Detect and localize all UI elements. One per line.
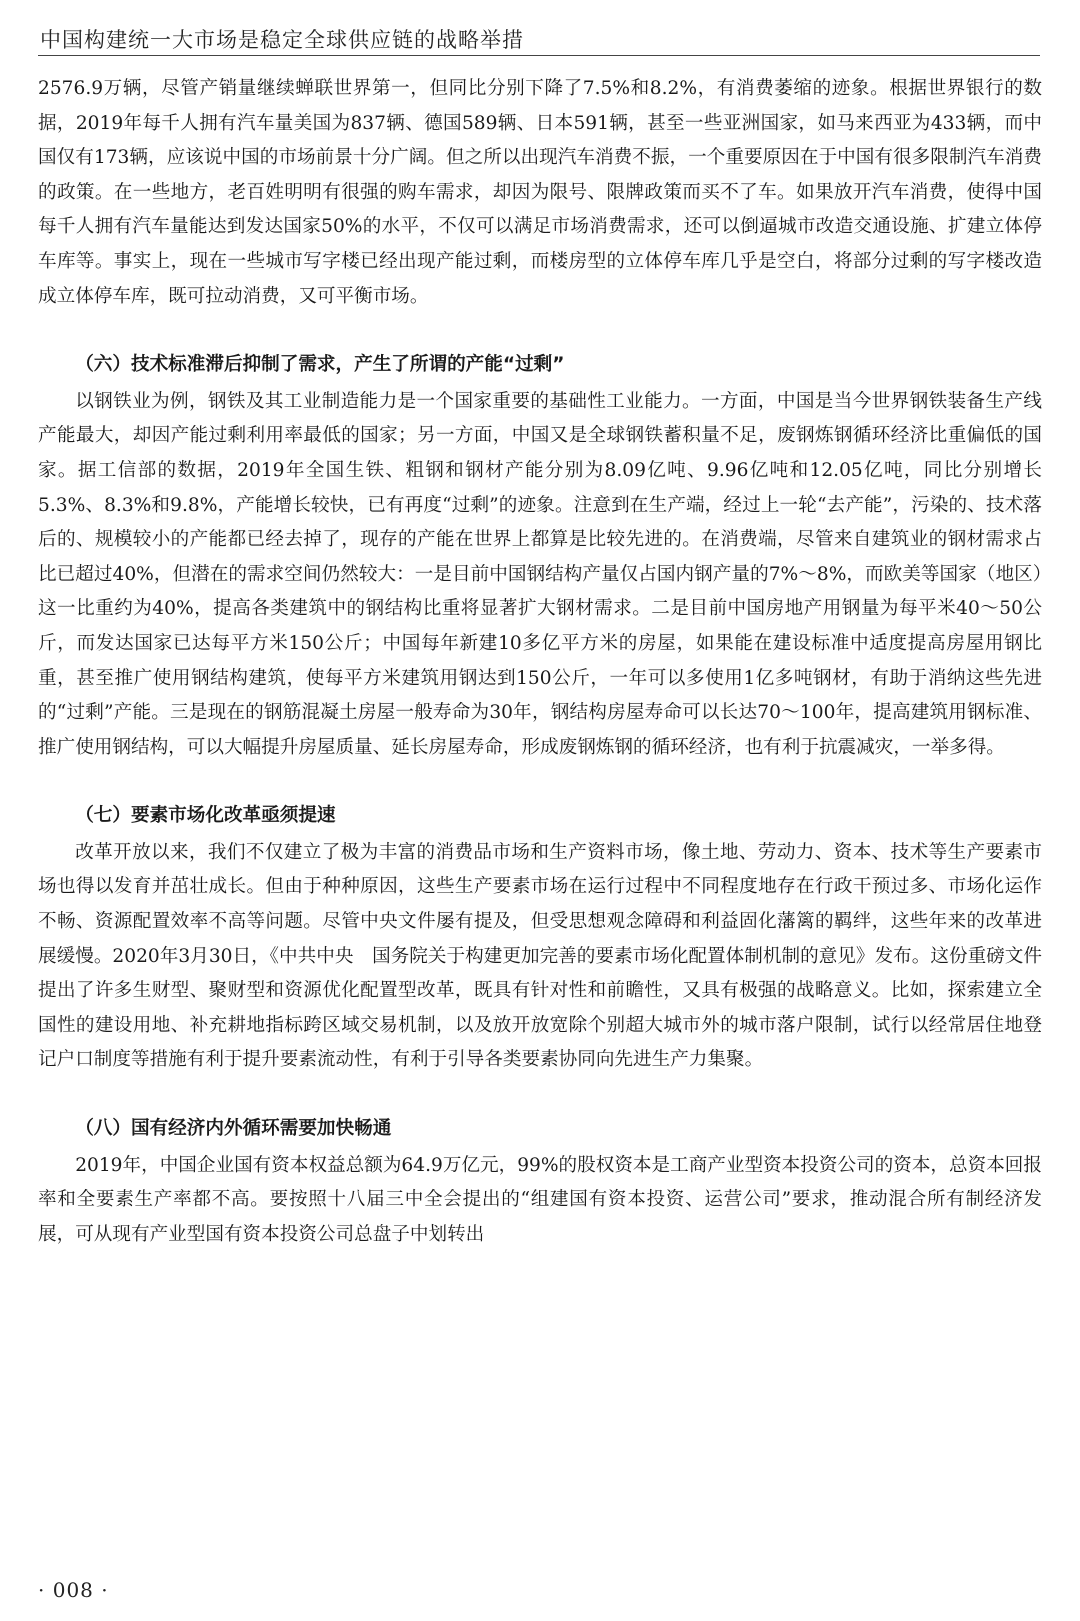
paragraph-continuation: 2576.9万辆，尽管产销量继续蝉联世界第一，但同比分别下降了7.5%和8.2%，有消费萎缩的迹象。根据世界银行的数据，2019年每千人拥有汽车量美国为837辆、德国589辆、日本591辆，甚至一些亚洲国家，如马来西亚为433辆，而中国仅有173辆，应该说中国的市场前景十分广阔。但之所以出现汽车消费不振，一个重要原因在于中国有很多限制汽车消费的政策。在一些地方，老百姓明明有很强的购车需求，却因为限号、限牌政策而买不了车。如果放开汽车消费，使得中国每千人拥有汽车量能达到发达国家50%的水平，不仅可以满足市场消费需求，还可以倒逼城市改造交通设施、扩建立体停车库等。事实上，现在一些城市写字楼已经出现产能过剩，而楼房型的立体停车库几乎是空白，将部分过剩的写字楼改造成立体停车库，既可拉动消费，又可平衡市场。 bbox=[38, 78, 1042, 307]
section-heading-8: （八）国有经济内外循环需要加快畅通 bbox=[75, 1118, 392, 1140]
section-heading-7: （七）要素市场化改革亟须提速 bbox=[75, 805, 336, 827]
running-head: 中国构建统一大市场是稳定全球供应链的战略举措 bbox=[40, 28, 524, 52]
paragraph-section-6: 以钢铁业为例，钢铁及其工业制造能力是一个国家重要的基础性工业能力。一方面，中国是当今世界钢铁装备生产线产能最大，却因产能过剩利用率最低的国家；另一方面，中国又是全球钢铁蓄积量不足，废钢炼钢循环经济比重偏低的国家。据工信部的数据，2019年全国生铁、粗钢和钢材产能分别为8.09亿吨、9.96亿吨和12.05亿吨，同比分别增长5.3%、8.3%和9.8%，产能增长较快，已有再度“过剩”的迹象。注意到在生产端，经过上一轮“去产能”，污染的、技术落后的、规模较小的产能都已经去掉了，现存的产能在世界上都算是比较先进的。在消费端，尽管来自建筑业的钢材需求占比已超过40%，但潜在的需求空间仍然较大：一是目前中国钢结构产量仅占国内钢产量的7%～8%，而欧美等国家（地区）这一比重约为40%，提高各类建筑中的钢结构比重将显著扩大钢材需求。二是目前中国房地产用钢量为每平米40～50公斤，而发达国家已达每平方米150公斤；中国每年新建10多亿平方米的房屋，如果能在建设标准中适度提高房屋用钢比重，甚至推广使用钢结构建筑，使每平方米建筑用钢达到150公斤，一年可以多使用1亿多吨钢材，有助于消纳这些先进的“过剩”产能。三是现在的钢筋混凝土房屋一般寿命为30年，钢结构房屋寿命可以长达70～100年，提高建筑用钢标准、推广使用钢结构，可以大幅提升房屋质量、延长房屋寿命，形成废钢炼钢的循环经济，也有利于抗震减灾，一举多得。 bbox=[38, 390, 1042, 758]
header-rule bbox=[38, 55, 1040, 56]
section-heading-6: （六）技术标准滞后抑制了需求，产生了所谓的产能“过剩” bbox=[75, 354, 565, 376]
page-body bbox=[38, 72, 1042, 1252]
paragraph-section-7: 改革开放以来，我们不仅建立了极为丰富的消费品市场和生产资料市场，像土地、劳动力、资本、技术等生产要素市场也得以发育并茁壮成长。但由于种种原因，这些生产要素市场在运行过程中不同程度地存在行政干预过多、市场化运作不畅、资源配置效率不高等问题。尽管中央文件屡有提及，但受思想观念障碍和利益固化藩篱的羁绊，这些年来的改革进展缓慢。2020年3月30日，《中共中央 国务院关于构建更加完善的要素市场化配置体制机制的意见》发布。这份重磅文件提出了许多生财型、聚财型和资源优化配置型改革，既具有针对性和前瞻性，又具有极强的战略意义。比如，探索建立全国性的建设用地、补充耕地指标跨区域交易机制，以及放开放宽除个别超大城市外的城市落户限制，试行以经常居住地登记户口制度等措施有利于提升要素流动性，有利于引导各类要素协同向先进生产力集聚。 bbox=[38, 841, 1042, 1071]
page-number: · 008 · bbox=[38, 1578, 109, 1602]
paragraph-section-8: 2019年，中国企业国有资本权益总额为64.9万亿元，99%的股权资本是工商产业型资本投资公司的资本，总资本回报率和全要素生产率都不高。要按照十八届三中全会提出的“组建国有资本投资、运营公司”要求，推动混合所有制经济发展，可从现有产业型国有资本投资公司总盘子中划转出 bbox=[38, 1154, 1042, 1245]
